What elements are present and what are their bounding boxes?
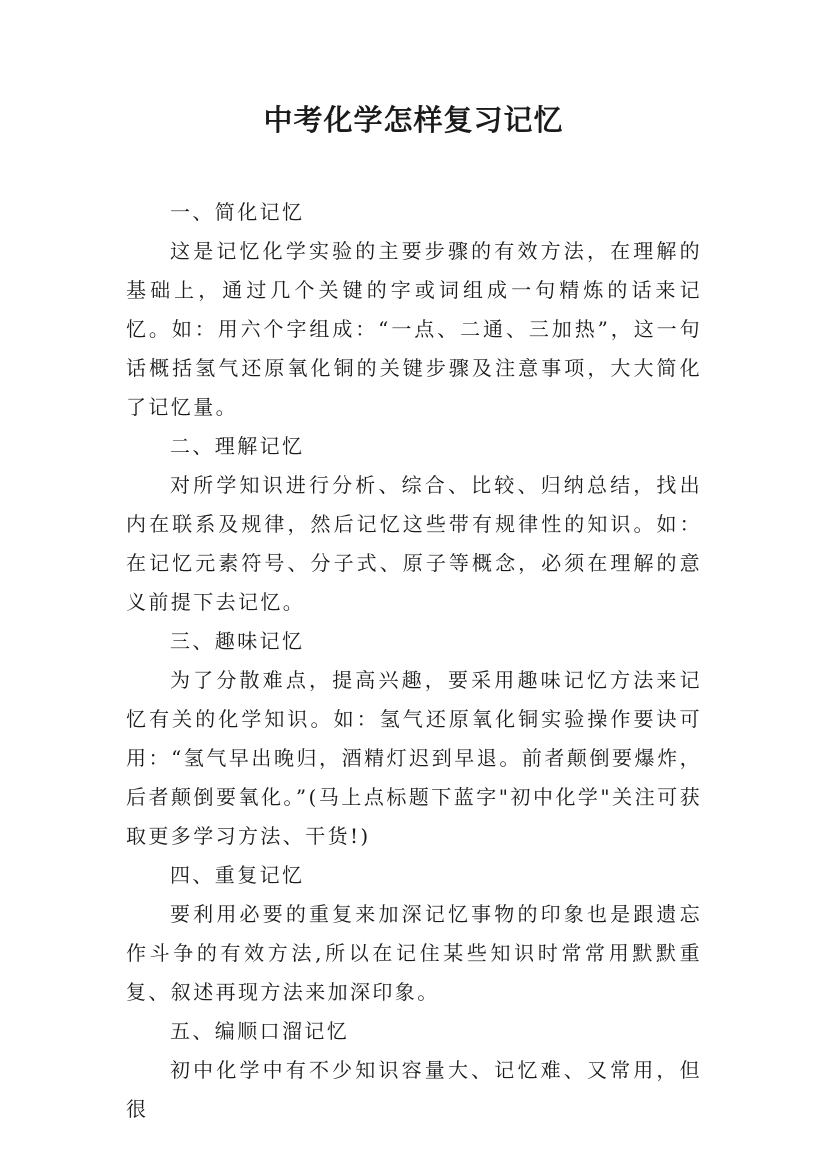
section-heading-repeat: 四、重复记忆 [170,863,305,887]
document-body [126,193,702,1129]
section-paragraph-simplify: 这是记忆化学实验的主要步骤的有效方法，在理解的基础上，通过几个关键的字或词组成一句精炼的话来记忆。如：用六个字组成：“一点、二通、三加热”，这一句话概括氢气还原氧化铜的关键步骤及注意事项，大大简化了记忆量。 [126,239,702,419]
section-paragraph-rhyme: 初中化学中有不少知识容量大、记忆难、又常用，但很 [126,1058,702,1121]
section-heading-understand: 二、理解记忆 [170,434,305,458]
section-heading-simplify: 一、简化记忆 [170,200,305,224]
section-paragraph-repeat: 要利用必要的重复来加深记忆事物的印象也是跟遗忘作斗争的有效方法,所以在记住某些知识时常常用默默重复、叙述再现方法来加深印象。 [126,902,702,1004]
section-heading-fun: 三、趣味记忆 [170,629,305,653]
section-paragraph-fun: 为了分散难点，提高兴趣，要采用趣味记忆方法来记忆有关的化学知识。如：氢气还原氧化铜实验操作要诀可用：“氢气早出晚归，酒精灯迟到早退。前者颠倒要爆炸，后者颠倒要氧化。”(马上点标题下蓝字"初中化学"关注可获取更多学习方法、干货!) [126,668,702,848]
section-heading-rhyme: 五、编顺口溜记忆 [170,1019,350,1043]
section-paragraph-understand: 对所学知识进行分析、综合、比较、归纳总结，找出内在联系及规律，然后记忆这些带有规律性的知识。如：在记忆元素符号、分子式、原子等概念，必须在理解的意义前提下去记忆。 [126,473,702,614]
document-title: 中考化学怎样复习记忆 [263,103,564,137]
